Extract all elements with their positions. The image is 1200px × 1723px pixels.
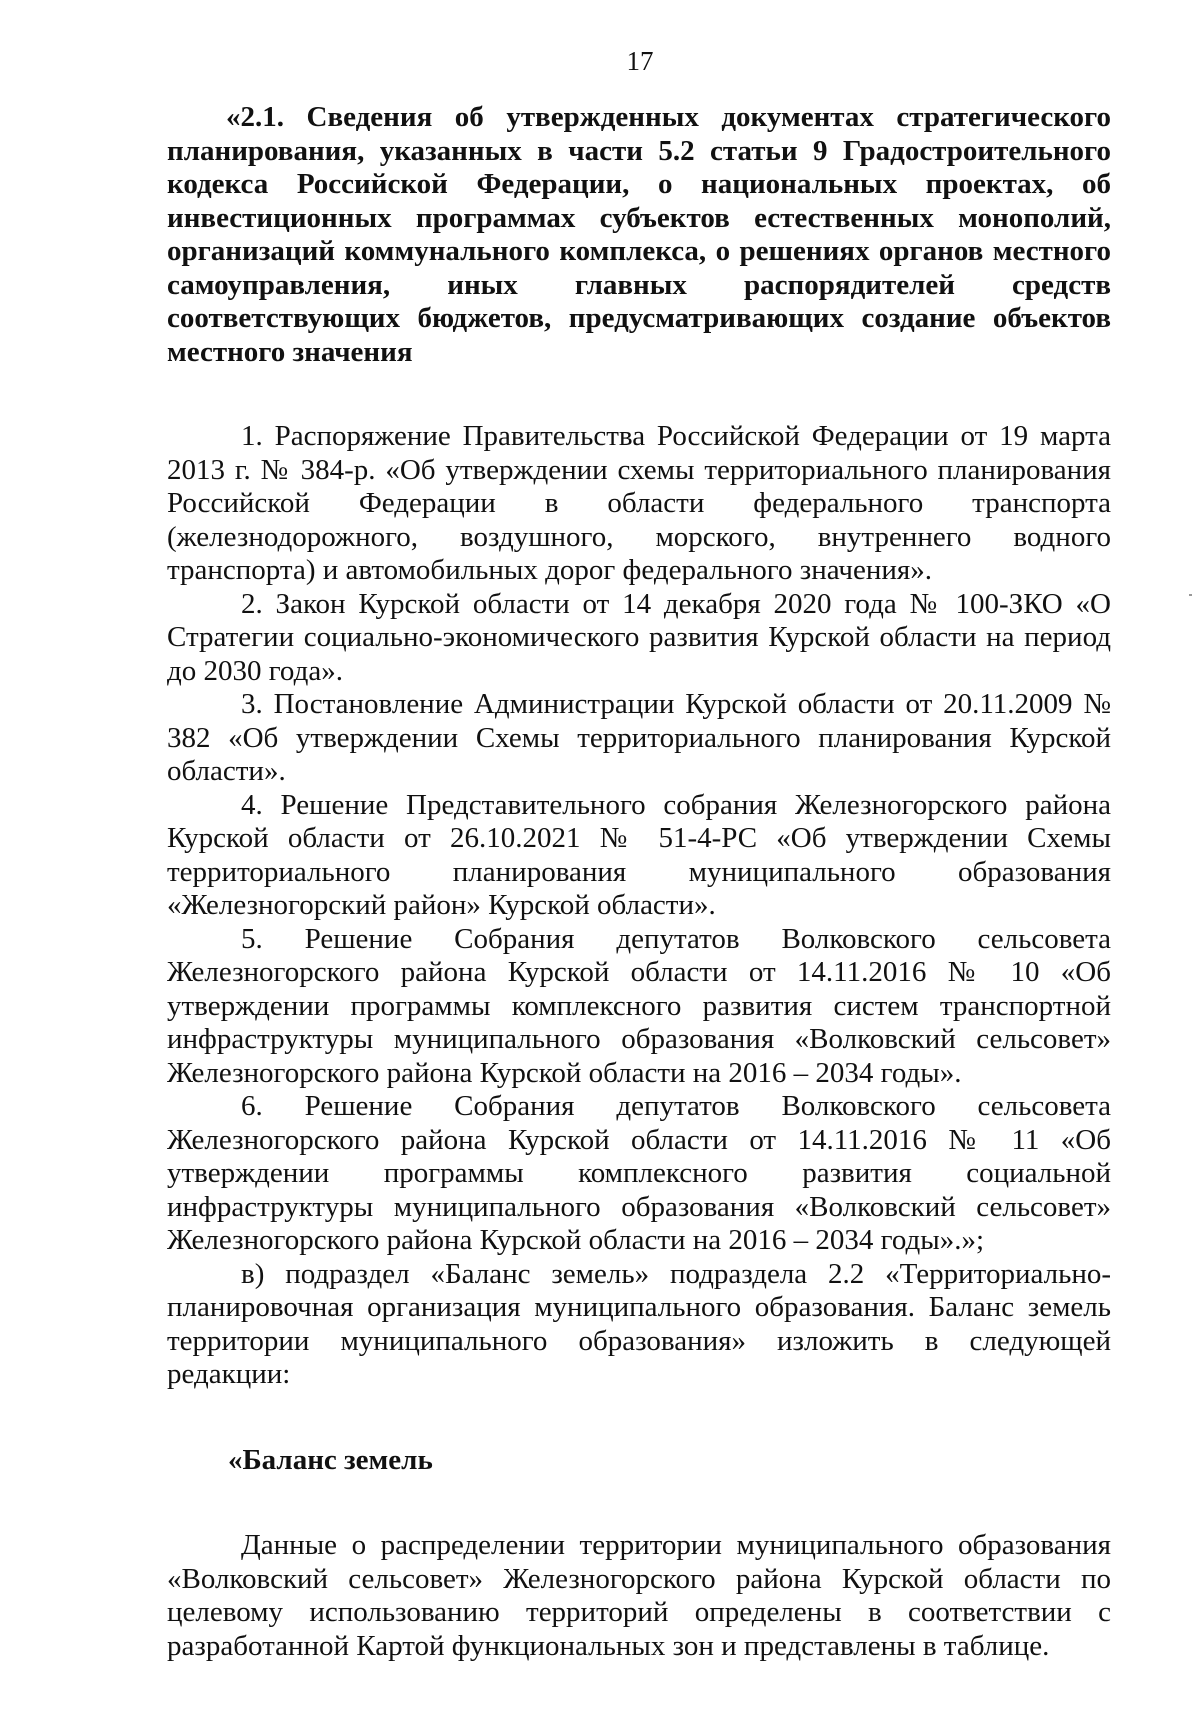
list-item: 1. Распоряжение Правительства Российской Федерации от 19 марта 2013 г. № 384-р. «Об утверждении схемы территориального планирования Российской Федерации в области федерального транспорта (железнодорожного, воздушного, морского, внутреннего водного транспорта) и автомобильных дорог федерального значения». <box>167 420 1111 586</box>
balance-intro: Данные о распределении территории муниципального образования «Волковский сельсовет» Железногорского района Курской области по целевому использованию территорий определены в соответствии с разработанной Картой функциональных зон и представлены в таблице. <box>167 1529 1111 1662</box>
list-item: 3. Постановление Администрации Курской области от 20.11.2009 № 382 «Об утверждении Схемы территориального планирования Курской области». <box>167 688 1111 787</box>
list-item: 2. Закон Курской области от 14 декабря 2020 года № 100-ЗКО «О Стратегии социально-экономического развития Курской области на период до 2030 года». <box>167 587 1111 687</box>
spacer <box>167 1477 1111 1529</box>
list-item: 5. Решение Собрания депутатов Волковского сельсовета Железногорского района Курской области от 14.11.2016 № 10 «Об утверждении программы комплексного развития систем транспортной инфраструктуры муниципального образования «Волковский сельсовет» Железногорского района Курской области на 2016 – 2034 годы». <box>167 922 1111 1089</box>
balance-heading: «Баланс земель <box>228 1443 433 1476</box>
document-body <box>167 101 1111 1663</box>
scan-mark <box>1189 594 1192 596</box>
page-number: 17 <box>626 46 654 76</box>
list-item: 6. Решение Собрания депутатов Волковского сельсовета Железногорского района Курской области от 14.11.2016 № 11 «Об утверждении программы комплексного развития социальной инфраструктуры муниципального образования «Волковский сельсовет» Железногорского района Курской области на 2016 – 2034 годы».»; <box>167 1090 1111 1256</box>
spacer <box>167 369 1111 420</box>
amendment-paragraph: в) подраздел «Баланс земель» подраздела 2.2 «Территориально-планировочная организация муниципального образования. Баланс земель территории муниципального образования» изложить в следующей редакции: <box>167 1257 1111 1390</box>
section-heading: «2.1. Сведения об утвержденных документах стратегического планирования, указанных в части 5.2 статьи 9 Градостроительного кодекса Российской Федерации, о национальных проектах, об инвестиционных программах субъектов естественных монополий, организаций коммунального комплекса, о решениях органов местного самоуправления, иных главных распорядителей средств соответствующих бюджетов, предусматривающих создание объектов местного значения <box>167 101 1111 368</box>
list-item: 4. Решение Представительного собрания Железногорского района Курской области от 26.10.2021 № 51-4-РС «Об утверждении Схемы территориального планирования муниципального образования «Железногорский район» Курской области». <box>167 788 1111 921</box>
spacer <box>167 1392 1111 1444</box>
